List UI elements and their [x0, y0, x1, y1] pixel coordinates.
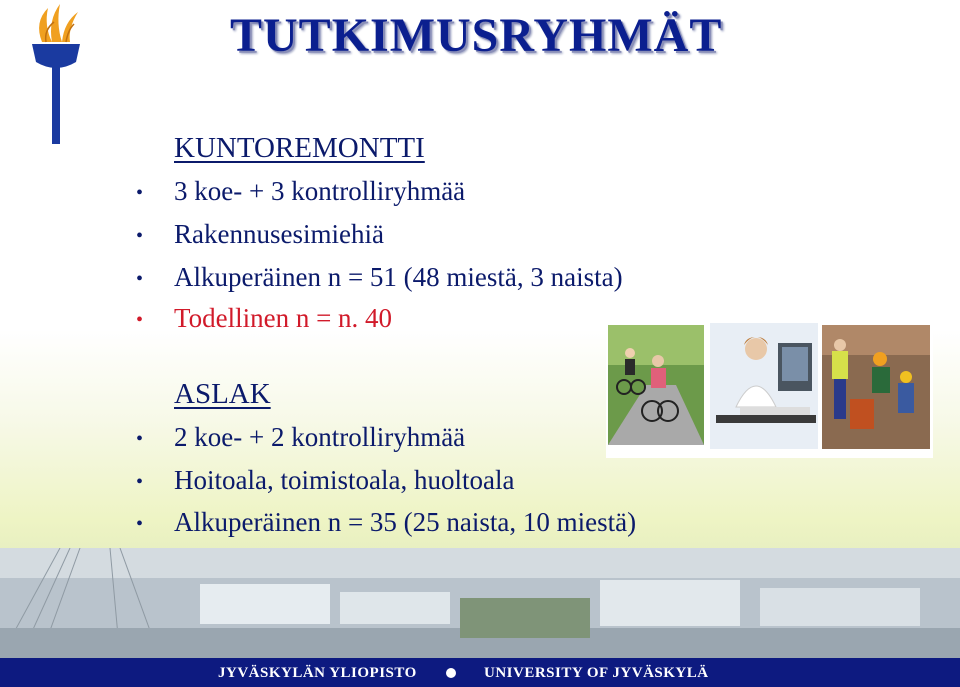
list-item: • Alkuperäinen n = 35 (25 naista, 10 miestä): [136, 507, 637, 537]
bullet-icon: •: [136, 225, 144, 248]
university-logo: [24, 2, 88, 144]
construction-workers-photo: [822, 325, 930, 449]
bullet-icon: •: [136, 268, 144, 291]
bullet-icon: •: [136, 513, 144, 536]
bullet-icon: •: [136, 309, 144, 332]
bullet-icon: •: [136, 471, 144, 494]
campus-background: [0, 548, 960, 658]
photo-collage: [606, 315, 933, 458]
footer-separator-dot: [446, 668, 456, 678]
list-item: • Alkuperäinen n = 51 (48 miestä, 3 naista): [136, 262, 623, 292]
cyclists-photo: [608, 325, 704, 445]
list-item: • 3 koe- + 3 kontrolliryhmää: [136, 176, 466, 206]
section-heading-aslak: ASLAK: [174, 378, 271, 410]
footer-bar: [0, 658, 960, 687]
office-worker-photo: [710, 323, 818, 449]
footer-university-fi: JYVÄSKYLÄN YLIOPISTO: [218, 665, 417, 681]
list-item-highlight: • Todellinen n = n. 40: [136, 303, 393, 333]
footer-university-en: UNIVERSITY OF JYVÄSKYLÄ: [484, 665, 709, 681]
list-item: • Rakennusesimiehiä: [136, 219, 384, 249]
bullet-icon: •: [136, 182, 144, 205]
slide-title: TUTKIMUSRYHMÄT: [230, 9, 723, 62]
bullet-icon: •: [136, 428, 144, 451]
section-heading-kuntoremontti: KUNTOREMONTTI: [174, 132, 425, 164]
list-item: • Hoitoala, toimistoala, huoltoala: [136, 465, 515, 495]
list-item: • 2 koe- + 2 kontrolliryhmää: [136, 422, 466, 452]
